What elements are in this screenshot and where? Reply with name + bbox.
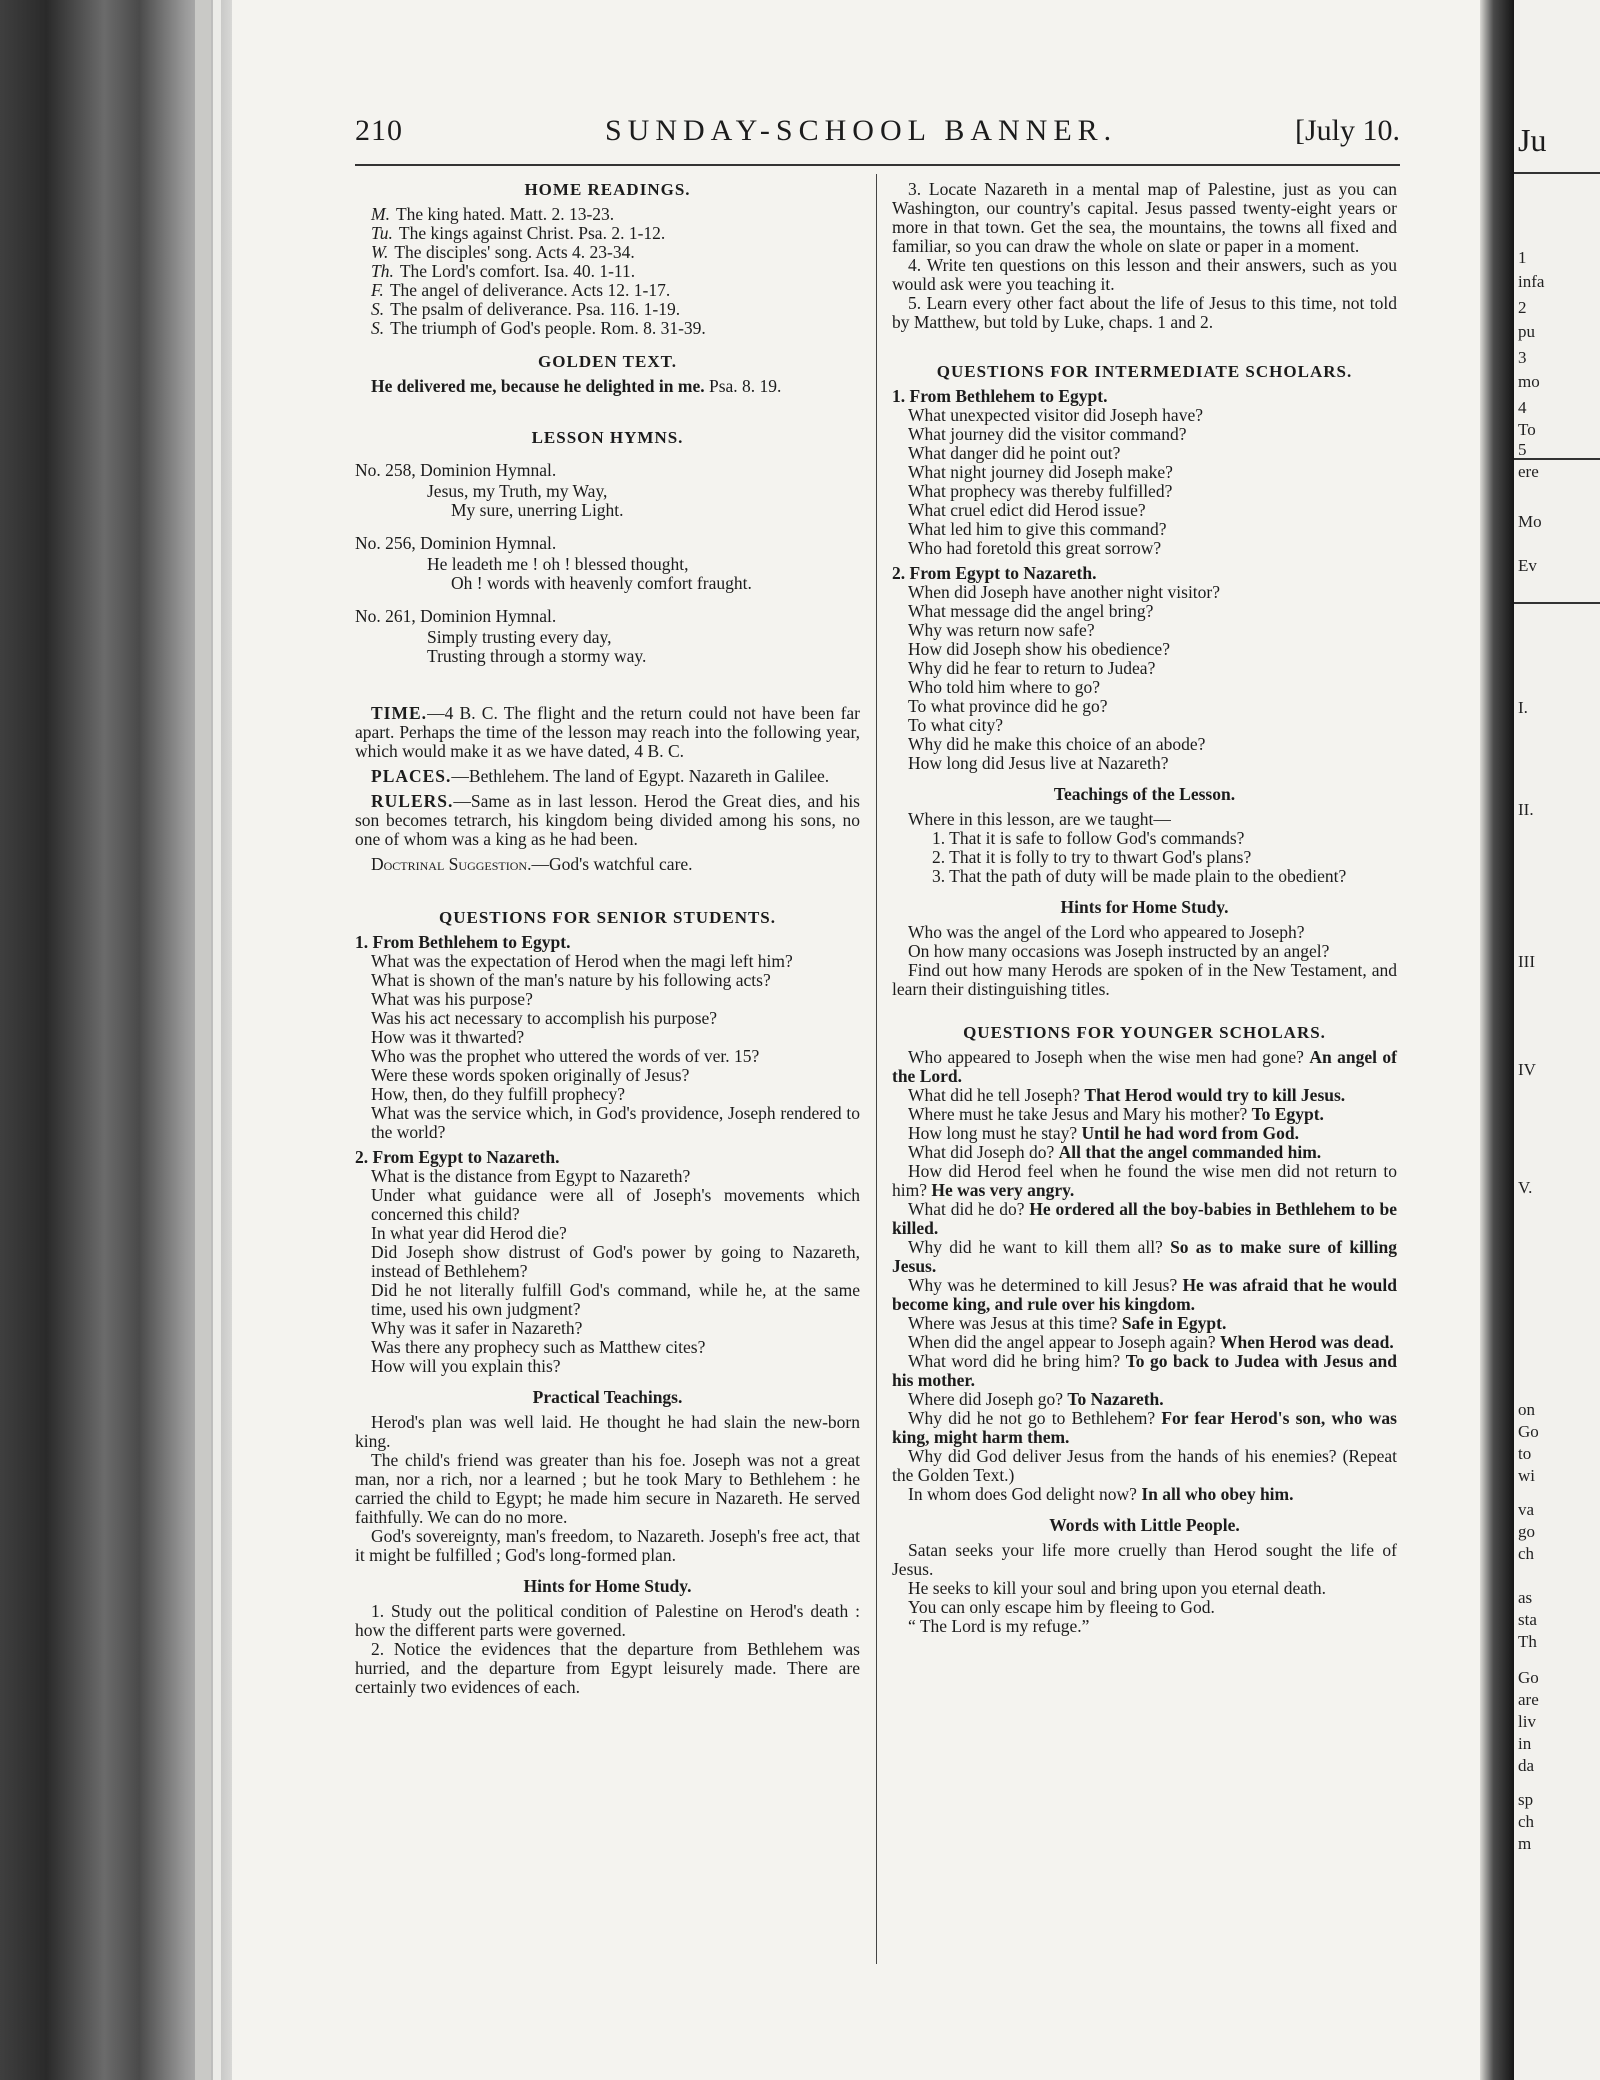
qa-question: How did Herod feel when he found the wise men did not return to him? [892,1161,1397,1200]
hint-item: 4. Write ten questions on this lesson and their answers, such as you would ask were you teaching it. [892,255,1397,294]
right-column [892,180,1397,1636]
next-page-fragment: 4 [1518,398,1527,417]
little-people-line: “ The Lord is my refuge.” [908,1616,1090,1636]
question: Was there any prophecy such as Matthew cites? [371,1337,706,1357]
next-page-fragment: III [1518,952,1535,971]
next-page-fragment: 2 [1518,298,1527,317]
next-page-fragment: 3 [1518,348,1527,367]
head-rule [355,164,1400,166]
reading-day: F. [371,280,384,300]
question: What cruel edict did Herod issue? [908,500,1146,520]
reading-text: The disciples' song. Acts 4. 23-34. [394,242,635,262]
qa-question: Where did Joseph go? [908,1389,1064,1409]
qa-item [892,1048,1397,1086]
reading-day: Tu. [371,223,393,243]
question: Why was return now safe? [908,620,1095,640]
hymn-number: No. 258, Dominion Hymnal. [355,460,557,480]
question: What led him to give this command? [908,519,1167,539]
teaching-item: 3. That the path of duty will be made plain to the obedient? [932,866,1347,886]
reading-day: S. [371,318,385,338]
qa-question: Where was Jesus at this time? [908,1313,1118,1333]
running-head [355,112,1400,160]
little-people-line: He seeks to kill your soul and bring upon you eternal death. [908,1578,1326,1598]
next-page-fragment: To [1518,420,1536,439]
qa-item [892,1314,1397,1333]
question: What was his purpose? [371,989,533,1009]
question: Did Joseph show distrust of God's power by going to Nazareth, instead of Bethlehem? [371,1242,860,1281]
next-page-fragment: Mo [1518,512,1542,531]
qa-answer: He was afraid that he would become king, and rule over his kingdom. [892,1275,1397,1314]
question: How did Joseph show his obedience? [908,639,1170,659]
home-reading-item [355,300,860,319]
next-page-fragment: in [1518,1734,1532,1753]
younger-questions [892,1048,1397,1504]
question: Did he not literally fulfill God's command, while he, at the same time, used his own judgment? [371,1280,860,1319]
question: What message did the angel bring? [908,601,1154,621]
section-heading: 1. From Bethlehem to Egypt. [355,932,571,952]
question: In what year did Herod die? [371,1223,567,1243]
next-page-fragment: Go [1518,1668,1539,1687]
reading-day: W. [371,242,389,262]
home-readings-title: HOME READINGS. [524,180,691,199]
qa-item [892,1276,1397,1314]
qa-question: Why was he determined to kill Jesus? [908,1275,1178,1295]
teaching-item: 2. That it is folly to try to thwart God's plans? [932,847,1252,867]
practical-title: Practical Teachings. [532,1387,683,1407]
next-page-fragment: V. [1518,1178,1533,1197]
next-page-fragment: liv [1518,1712,1536,1731]
question: To what city? [908,715,1003,735]
qa-item [892,1124,1397,1143]
qa-item [892,1200,1397,1238]
home-reading-item [355,262,860,281]
page-number: 210 [355,114,403,147]
reading-text: The king hated. Matt. 2. 13-23. [395,204,615,224]
next-page-fragment: infa [1518,272,1545,291]
next-page-head: Ju [1518,122,1547,158]
question: What journey did the visitor command? [908,424,1187,444]
question: Why was it safer in Nazareth? [371,1318,583,1338]
question: To what province did he go? [908,696,1108,716]
qa-question: Where must he take Jesus and Mary his mother? [908,1104,1248,1124]
question: What was the expectation of Herod when the magi left him? [371,951,793,971]
teaching-item: 1. That it is safe to follow God's commands? [932,828,1245,848]
next-page-fragment: IV [1518,1060,1536,1079]
teachings-title: Teachings of the Lesson. [1053,784,1236,804]
qa-item [892,1086,1397,1105]
lesson-hymns-title: LESSON HYMNS. [531,428,684,447]
question: Who was the prophet who uttered the words of ver. 15? [371,1046,760,1066]
next-page-fragment: m [1518,1834,1532,1853]
qa-question: Why did he not go to Bethlehem? [908,1408,1156,1428]
qa-question: What word did he bring him? [908,1351,1121,1371]
reading-text: The Lord's comfort. Isa. 40. 1-11. [399,261,636,281]
qa-answer: An angel of the Lord. [892,1047,1397,1086]
hints-intermediate-title: Hints for Home Study. [1060,897,1229,917]
qa-answer: That Herod would try to kill Jesus. [1084,1085,1346,1105]
qa-question: When did the angel appear to Joseph again? [908,1332,1216,1352]
qa-question: In whom does God delight now? [908,1484,1137,1504]
question: What unexpected visitor did Joseph have? [908,405,1203,425]
rulers-note: RULERS.—Same as in last lesson. Herod the Great dies, and his son becomes tetrarch, his kingdom being divided among his sons, no one of whom was a king as he had been. [355,791,860,849]
qa-question: What did he tell Joseph? [908,1085,1081,1105]
hints-senior-left [355,1602,860,1697]
doctrinal-note: Doctrinal Suggestion.—God's watchful care. [371,854,693,874]
reading-text: The kings against Christ. Psa. 2. 1-12. [398,223,666,243]
qa-item [892,1409,1397,1447]
home-reading-item [355,281,860,300]
hymn-number: No. 261, Dominion Hymnal. [355,606,557,626]
qa-answer: All that the angel commanded him. [1058,1142,1322,1162]
hymn-line: Trusting through a stormy way. [427,646,647,666]
question: What prophecy was thereby fulfilled? [908,481,1173,501]
question: What danger did he point out? [908,443,1121,463]
hint-item: 1. Study out the political condition of Palestine on Herod's death : how the different parts were governed. [355,1601,860,1640]
hymn-line: My sure, unerring Light. [451,500,624,520]
qa-question: What did Joseph do? [908,1142,1055,1162]
golden-text-title: GOLDEN TEXT. [538,352,677,371]
section-heading: 1. From Bethlehem to Egypt. [892,386,1108,406]
question: Why did he make this choice of an abode? [908,734,1206,754]
next-page-fragment: as [1518,1588,1533,1607]
qa-answer: In all who obey him. [1141,1484,1294,1504]
qa-item [892,1390,1397,1409]
left-column [355,180,860,1697]
column-divider [876,174,877,1964]
question: What is shown of the man's nature by his following acts? [371,970,771,990]
hymn-line: Jesus, my Truth, my Way, [427,481,608,501]
next-page-fragment: II. [1518,800,1534,819]
qa-answer: So as to make sure of killing Jesus. [892,1237,1397,1276]
next-page-fragment: Ev [1518,556,1537,575]
next-page-fragment: on [1518,1400,1535,1419]
qa-answer: To Nazareth. [1067,1389,1164,1409]
teachings-list [892,829,1397,886]
next-page-fragment: 5 [1518,440,1527,459]
qa-item [892,1485,1397,1504]
reading-day: S. [371,299,385,319]
qa-item [892,1352,1397,1390]
intermediate-title: QUESTIONS FOR INTERMEDIATE SCHOLARS. [936,362,1353,381]
hint-item: 3. Locate Nazareth in a mental map of Palestine, just as you can Washington, our country's capital. Jesus passed twenty-eight years or more in that town. Get the sea, the mountains, the towns all fixed and familiar, so you can draw the whole on slate or paper in a moment. [892,179,1397,256]
question: Under what guidance were all of Joseph's movements which concerned this child? [371,1185,860,1224]
reading-day: M. [371,204,390,224]
qa-answer: He was very angry. [931,1180,1075,1200]
page-gutter [1480,0,1514,2080]
qa-item [892,1162,1397,1200]
hint-item: Who was the angel of the Lord who appeared to Joseph? [908,922,1305,942]
hymn-line: Oh ! words with heavenly comfort fraught. [451,573,752,593]
reading-day: Th. [371,261,394,281]
hymn-line: He leadeth me ! oh ! blessed thought, [427,554,689,574]
next-page-fragment: are [1518,1690,1539,1709]
question: How, then, do they fulfill prophecy? [371,1084,626,1104]
hymn-line: Simply trusting every day, [427,627,612,647]
section-heading: 2. From Egypt to Nazareth. [892,563,1097,583]
next-page-fragment: ch [1518,1812,1535,1831]
question: What is the distance from Egypt to Nazareth? [371,1166,691,1186]
next-page-fragment: ch [1518,1544,1535,1563]
next-page-fragment: va [1518,1500,1535,1519]
younger-title: QUESTIONS FOR YOUNGER SCHOLARS. [963,1023,1326,1042]
qa-answer: To Egypt. [1251,1104,1324,1124]
hint-item: On how many occasions was Joseph instructed by an angel? [908,941,1330,961]
question: When did Joseph have another night visitor? [908,582,1221,602]
reading-text: The psalm of deliverance. Psa. 116. 1-19. [390,299,681,319]
next-page-fragment: 1 [1518,248,1527,267]
qa-question: Why did God deliver Jesus from the hands of his enemies? (Repeat the Golden Text.) [892,1446,1397,1485]
qa-question: How long must he stay? [908,1123,1078,1143]
hints-intermediate-list [892,923,1397,999]
time-note: TIME.—4 B. C. The flight and the return could not have been far apart. Perhaps the time of the lesson may reach into the following year, which would make it as we have dated, 4 B. C. [355,703,860,761]
next-page-fragment: sta [1518,1610,1537,1629]
qa-answer: To go back to Judea with Jesus and his mother. [892,1351,1397,1390]
qa-item [892,1143,1397,1162]
next-page-fragment: go [1518,1522,1535,1541]
practical-paragraph: The child's friend was greater than his foe. Joseph was not a great man, nor a rich, nor a learned ; but he took Mary to Bethlehem : he carried the child to Egypt; he made him secure in Nazareth. He served faithfully. We can do no more. [355,1450,860,1527]
places-note: PLACES.—Bethlehem. The land of Egypt. Nazareth in Galilee. [371,766,830,786]
next-page-fragment: mo [1518,372,1540,391]
next-page-fragment: da [1518,1756,1535,1775]
hints-senior-title: Hints for Home Study. [523,1576,692,1596]
reading-text: The triumph of God's people. Rom. 8. 31-39. [390,318,706,338]
journal-title: SUNDAY-SCHOOL BANNER. [605,114,1118,147]
hint-item: 5. Learn every other fact about the life of Jesus to this time, not told by Matthew, but told by Luke, chaps. 1 and 2. [892,293,1397,332]
qa-answer: He ordered all the boy-babies in Bethlehem to be killed. [892,1199,1398,1238]
question: Why did he fear to return to Judea? [908,658,1156,678]
qa-answer: Safe in Egypt. [1121,1313,1227,1333]
home-readings-list [355,205,860,338]
hymn-number: No. 256, Dominion Hymnal. [355,533,557,553]
section-heading: 2. From Egypt to Nazareth. [355,1147,560,1167]
next-page-fragment: wi [1518,1466,1535,1485]
senior-questions [355,933,860,1376]
home-reading-item [355,319,860,338]
intermediate-questions [892,387,1397,773]
question: What night journey did Joseph make? [908,462,1173,482]
qa-item [892,1105,1397,1124]
question: Who told him where to go? [908,677,1100,697]
next-page-fragment: ere [1518,462,1539,481]
question: How will you explain this? [371,1356,561,1376]
question: What was the service which, in God's providence, Joseph rendered to the world? [371,1103,860,1142]
home-reading-item [355,205,860,224]
little-people-line: Satan seeks your life more cruelly than Herod sought the life of Jesus. [892,1540,1397,1579]
practical-paragraph: God's sovereignty, man's freedom, to Nazareth. Joseph's free act, that it might be fulfilled ; God's long-formed plan. [355,1526,860,1565]
qa-question: Why did he want to kill them all? [908,1237,1163,1257]
little-people-lines [892,1541,1397,1636]
next-page-edge [1514,0,1600,2080]
next-page-fragment: Go [1518,1422,1539,1441]
teachings-intro: Where in this lesson, are we taught— [908,809,1171,829]
qa-item [892,1238,1397,1276]
qa-answer: Until he had word from God. [1081,1123,1300,1143]
practical-paragraph: Herod's plan was well laid. He thought he had slain the new-born king. [355,1412,860,1451]
qa-answer: When Herod was dead. [1219,1332,1394,1352]
home-reading-item [355,224,860,243]
little-people-line: You can only escape him by fleeing to God. [908,1597,1215,1617]
next-page-fragment: Th [1518,1632,1537,1651]
page [355,112,1400,2012]
next-page-fragment: sp [1518,1790,1534,1809]
next-page-fragment: pu [1518,322,1535,341]
qa-answer: For fear Herod's son, who was king, might harm them. [892,1408,1397,1447]
little-people-title: Words with Little People. [1049,1515,1240,1535]
hint-item: Find out how many Herods are spoken of in the New Testament, and learn their distinguishing titles. [892,960,1397,999]
question: Was his act necessary to accomplish his purpose? [371,1008,718,1028]
next-page-fragment: I. [1518,698,1528,717]
hints-senior-right [892,180,1397,332]
reading-text: The angel of deliverance. Acts 12. 1-17. [389,280,671,300]
qa-item [892,1333,1397,1352]
hint-item: 2. Notice the evidences that the departure from Bethlehem was hurried, and the departure from Egypt leisurely made. There are certainly two evidences of each. [355,1639,860,1697]
qa-item [892,1447,1397,1485]
home-reading-item [355,243,860,262]
book-binding [0,0,232,2080]
senior-title: QUESTIONS FOR SENIOR STUDENTS. [438,908,777,927]
next-page-fragment: to [1518,1444,1532,1463]
question: Were these words spoken originally of Jesus? [371,1065,690,1085]
issue-date: [July 10. [1295,114,1400,147]
golden-text: He delivered me, because he delighted in me. Psa. 8. 19. [371,376,782,396]
practical-teachings [355,1413,860,1565]
question: How long did Jesus live at Nazareth? [908,753,1169,773]
question: How was it thwarted? [371,1027,525,1047]
lesson-hymns-list [355,461,860,666]
qa-question: Who appeared to Joseph when the wise men had gone? [908,1047,1304,1067]
qa-question: What did he do? [908,1199,1025,1219]
question: Who had foretold this great sorrow? [908,538,1162,558]
